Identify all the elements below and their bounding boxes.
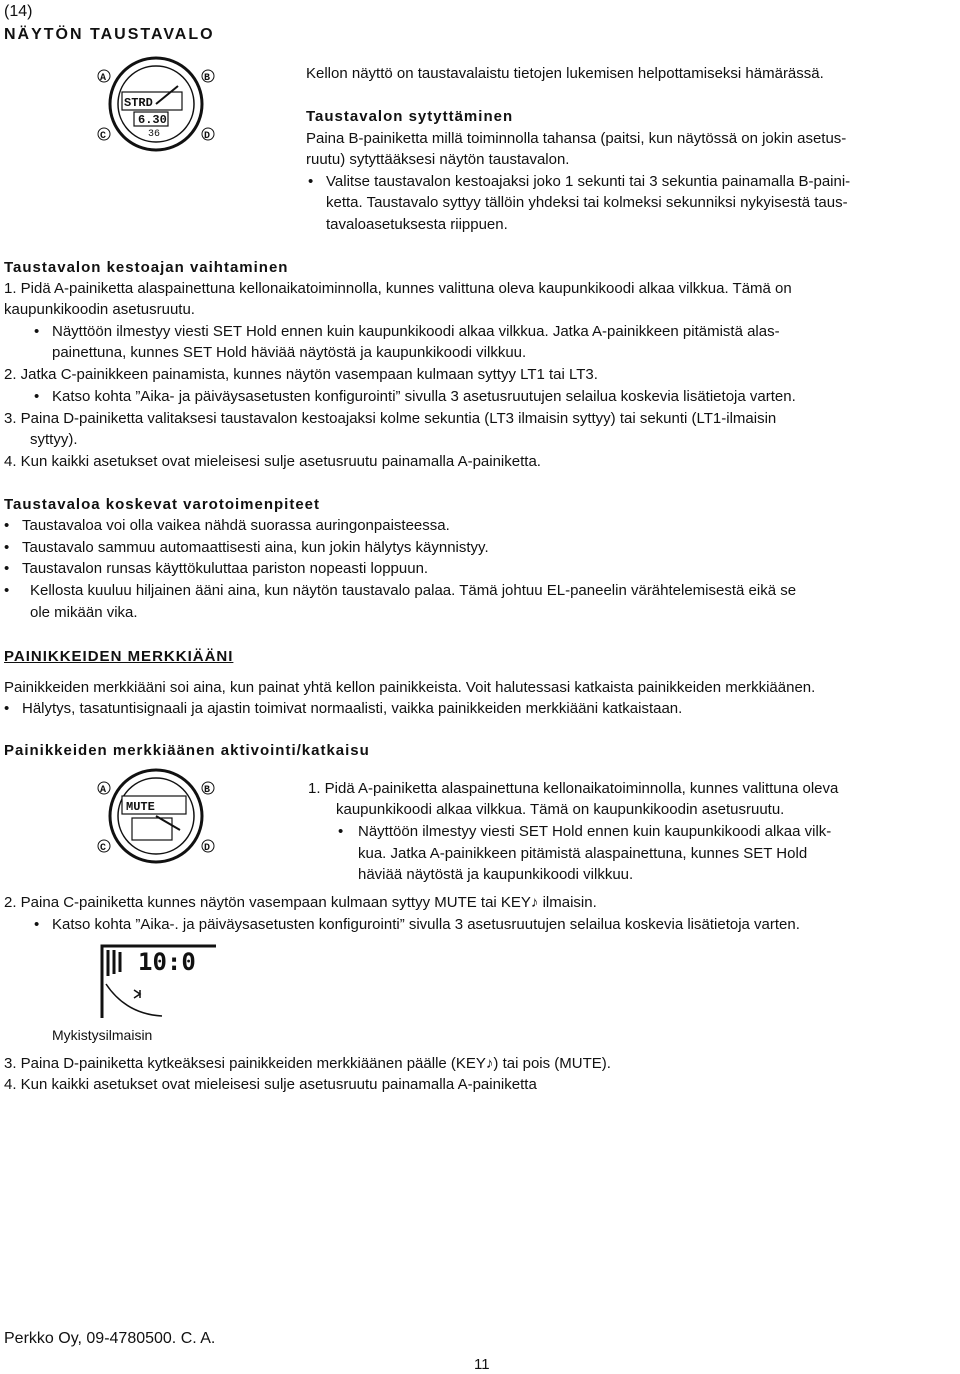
- bullet-line: Valitse taustavalon kestoajaksi joko 1 sekunti tai 3 sekuntia painamalla B-paini-: [326, 173, 851, 190]
- watch-lcd-top-text: MUTE: [126, 800, 155, 814]
- paragraph-line: ruutu) sytyttääksesi näytön taustavalon.: [306, 151, 570, 168]
- bullet-mark: •: [34, 388, 40, 405]
- bullet-mark: •: [34, 916, 40, 933]
- bullet-mark: •: [4, 517, 10, 534]
- step-line: 2. Paina C-painiketta kunnes näytön vasempaan kulmaan syttyy MUTE tai KEY♪ ilmaisin.: [4, 894, 597, 911]
- page-label: (14): [4, 3, 33, 20]
- section-title-activate-tone: Painikkeiden merkkiäänen aktivointi/katkaisu: [4, 742, 370, 759]
- watch-button-b-label: B: [204, 785, 211, 796]
- bullet-line: ole mikään vika.: [30, 604, 138, 621]
- bullet-line: Katso kohta ”Aika-. ja päiväysasetusten konfigurointi” sivulla 3 asetusruutujen selailua koskevia lisätietoja varten.: [52, 916, 800, 933]
- bullet-mark: •: [4, 539, 10, 556]
- watch-illustration: [96, 56, 216, 156]
- lcd-dash-marks: [108, 950, 120, 976]
- watch-button-a-label: A: [100, 73, 107, 84]
- step-line: 3. Paina D-painiketta kytkeäksesi painikkeiden merkkiäänen päälle (KEY♪) tai pois (MUTE).: [4, 1055, 611, 1072]
- watch-button-d-label: D: [204, 843, 211, 854]
- step-line: kaupunkikoodi alkaa vilkkua. Tämä on kaupunkikoodin asetusruutu.: [336, 801, 785, 818]
- watch-button-a-label: A: [100, 785, 107, 796]
- bullet-mark: •: [34, 323, 40, 340]
- lcd-time-display: 10:0: [138, 948, 196, 976]
- section-title-precautions: Taustavaloa koskevat varotoimenpiteet: [4, 496, 320, 513]
- watch-lcd-top-text: STRD: [124, 96, 153, 110]
- bullet-line: ketta. Taustavalo syttyy tällöin yhdeksi tai kolmeksi sekunniksi nykyisestä taus-: [326, 194, 848, 211]
- paragraph-line: Painikkeiden merkkiääni soi aina, kun painat yhtä kellon painikkeista. Voit halutessasi katkaista painikkeiden merkkiäänen.: [4, 679, 816, 696]
- bullet-mark: •: [4, 560, 10, 577]
- page-number: 11: [474, 1356, 490, 1373]
- footer-company: Perkko Oy, 09-4780500. C. A.: [4, 1330, 216, 1347]
- mute-icon: [134, 990, 140, 998]
- watch-button-b-label: B: [204, 73, 211, 84]
- indicator-caption: Mykistysilmaisin: [52, 1027, 153, 1043]
- step-line: 2. Jatka C-painikkeen painamista, kunnes näytön vasempaan kulmaan syttyy LT1 tai LT3.: [4, 366, 598, 383]
- bullet-line: Taustavalo sammuu automaattisesti aina, kun jokin hälytys käynnistyy.: [22, 539, 489, 556]
- mute-indicator-illustration: [96, 940, 216, 1022]
- bullet-line: Kellosta kuuluu hiljainen ääni aina, kun näytön taustavalo palaa. Tämä johtuu EL-paneelin värähtelemisestä eikä se: [30, 582, 797, 599]
- watch-button-c-label: C: [100, 131, 107, 142]
- step-line: syttyy).: [30, 431, 78, 448]
- step-line: 1. Pidä A-painiketta alaspainettuna kellonaikatoiminnolla, kunnes valittuna oleva kaupunkikoodi alkaa vilkkua. Tämä on: [4, 280, 792, 297]
- bullet-line: painettuna, kunnes SET Hold häviää näytöstä ja kaupunkikoodi vilkkuu.: [52, 344, 527, 361]
- bullet-line: kua. Jatka A-painikkeen pitämistä alaspainettuna, kunnes SET Hold: [358, 845, 808, 862]
- step-line: 3. Paina D-painiketta valitaksesi taustavalon kestoajaksi kolme sekuntia (LT3 ilmaisin syttyy) tai sekunti (LT1-ilmaisin: [4, 410, 777, 427]
- section-title-backlight: NÄYTÖN TAUSTAVALO: [4, 26, 215, 43]
- bullet-line: tavaloasetuksesta riippuen.: [326, 216, 508, 233]
- bullet-line: Näyttöön ilmestyy viesti SET Hold ennen kuin kaupunkikoodi alkaa vilk-: [358, 823, 832, 840]
- watch-button-d-label: D: [204, 131, 211, 142]
- paragraph-line: Paina B-painiketta millä toiminnolla tahansa (paitsi, kun näytössä on jokin asetus-: [306, 130, 847, 147]
- intro-text: Kellon näyttö on taustavalaistu tietojen lukemisen helpottamiseksi hämärässä.: [306, 65, 824, 82]
- bullet-line: Hälytys, tasatuntisignaali ja ajastin toimivat normaalisti, vaikka painikkeiden merkkiääni katkaistaan.: [22, 700, 683, 717]
- bullet-mark: •: [4, 700, 10, 717]
- watch-lcd-mid-text: 6.30: [138, 113, 167, 127]
- step-line: 4. Kun kaikki asetukset ovat mieleisesi sulje asetusruutu painamalla A-painiketta: [4, 1076, 537, 1093]
- section-title-button-tone: PAINIKKEIDEN MERKKIÄÄNI: [4, 648, 234, 665]
- bullet-mark: •: [4, 582, 10, 599]
- subsection-title-turn-on: Taustavalon sytyttäminen: [306, 108, 514, 125]
- watch-button-c-label: C: [100, 843, 107, 854]
- bullet-line: Taustavaloa voi olla vaikea nähdä suorassa auringonpaisteessa.: [22, 517, 450, 534]
- bullet-mark: •: [338, 823, 344, 840]
- bullet-mark: •: [308, 173, 314, 190]
- step-line: 1. Pidä A-painiketta alaspainettuna kellonaikatoiminnolla, kunnes valittuna oleva: [308, 780, 839, 797]
- lcd-frame-arc: [106, 984, 162, 1016]
- bullet-line: Taustavalon runsas käyttökuluttaa pariston nopeasti loppuun.: [22, 560, 429, 577]
- bullet-line: Näyttöön ilmestyy viesti SET Hold ennen kuin kaupunkikoodi alkaa vilkkua. Jatka A-painikkeen pitämistä alas-: [52, 323, 780, 340]
- step-line: 4. Kun kaikki asetukset ovat mieleisesi sulje asetusruutu painamalla A-painiketta.: [4, 453, 541, 470]
- bullet-line: Katso kohta ”Aika- ja päiväysasetusten konfigurointi” sivulla 3 asetusruutujen selailua koskevia lisätietoja varten.: [52, 388, 796, 405]
- watch-illustration-mute: [96, 768, 216, 868]
- watch-lcd-bottom-text: 36: [148, 129, 161, 140]
- section-title-duration: Taustavalon kestoajan vaihtaminen: [4, 259, 289, 276]
- bullet-line: häviää näytöstä ja kaupunkikoodi vilkkuu.: [358, 866, 634, 883]
- step-line: kaupunkikoodin asetusruutu.: [4, 301, 195, 318]
